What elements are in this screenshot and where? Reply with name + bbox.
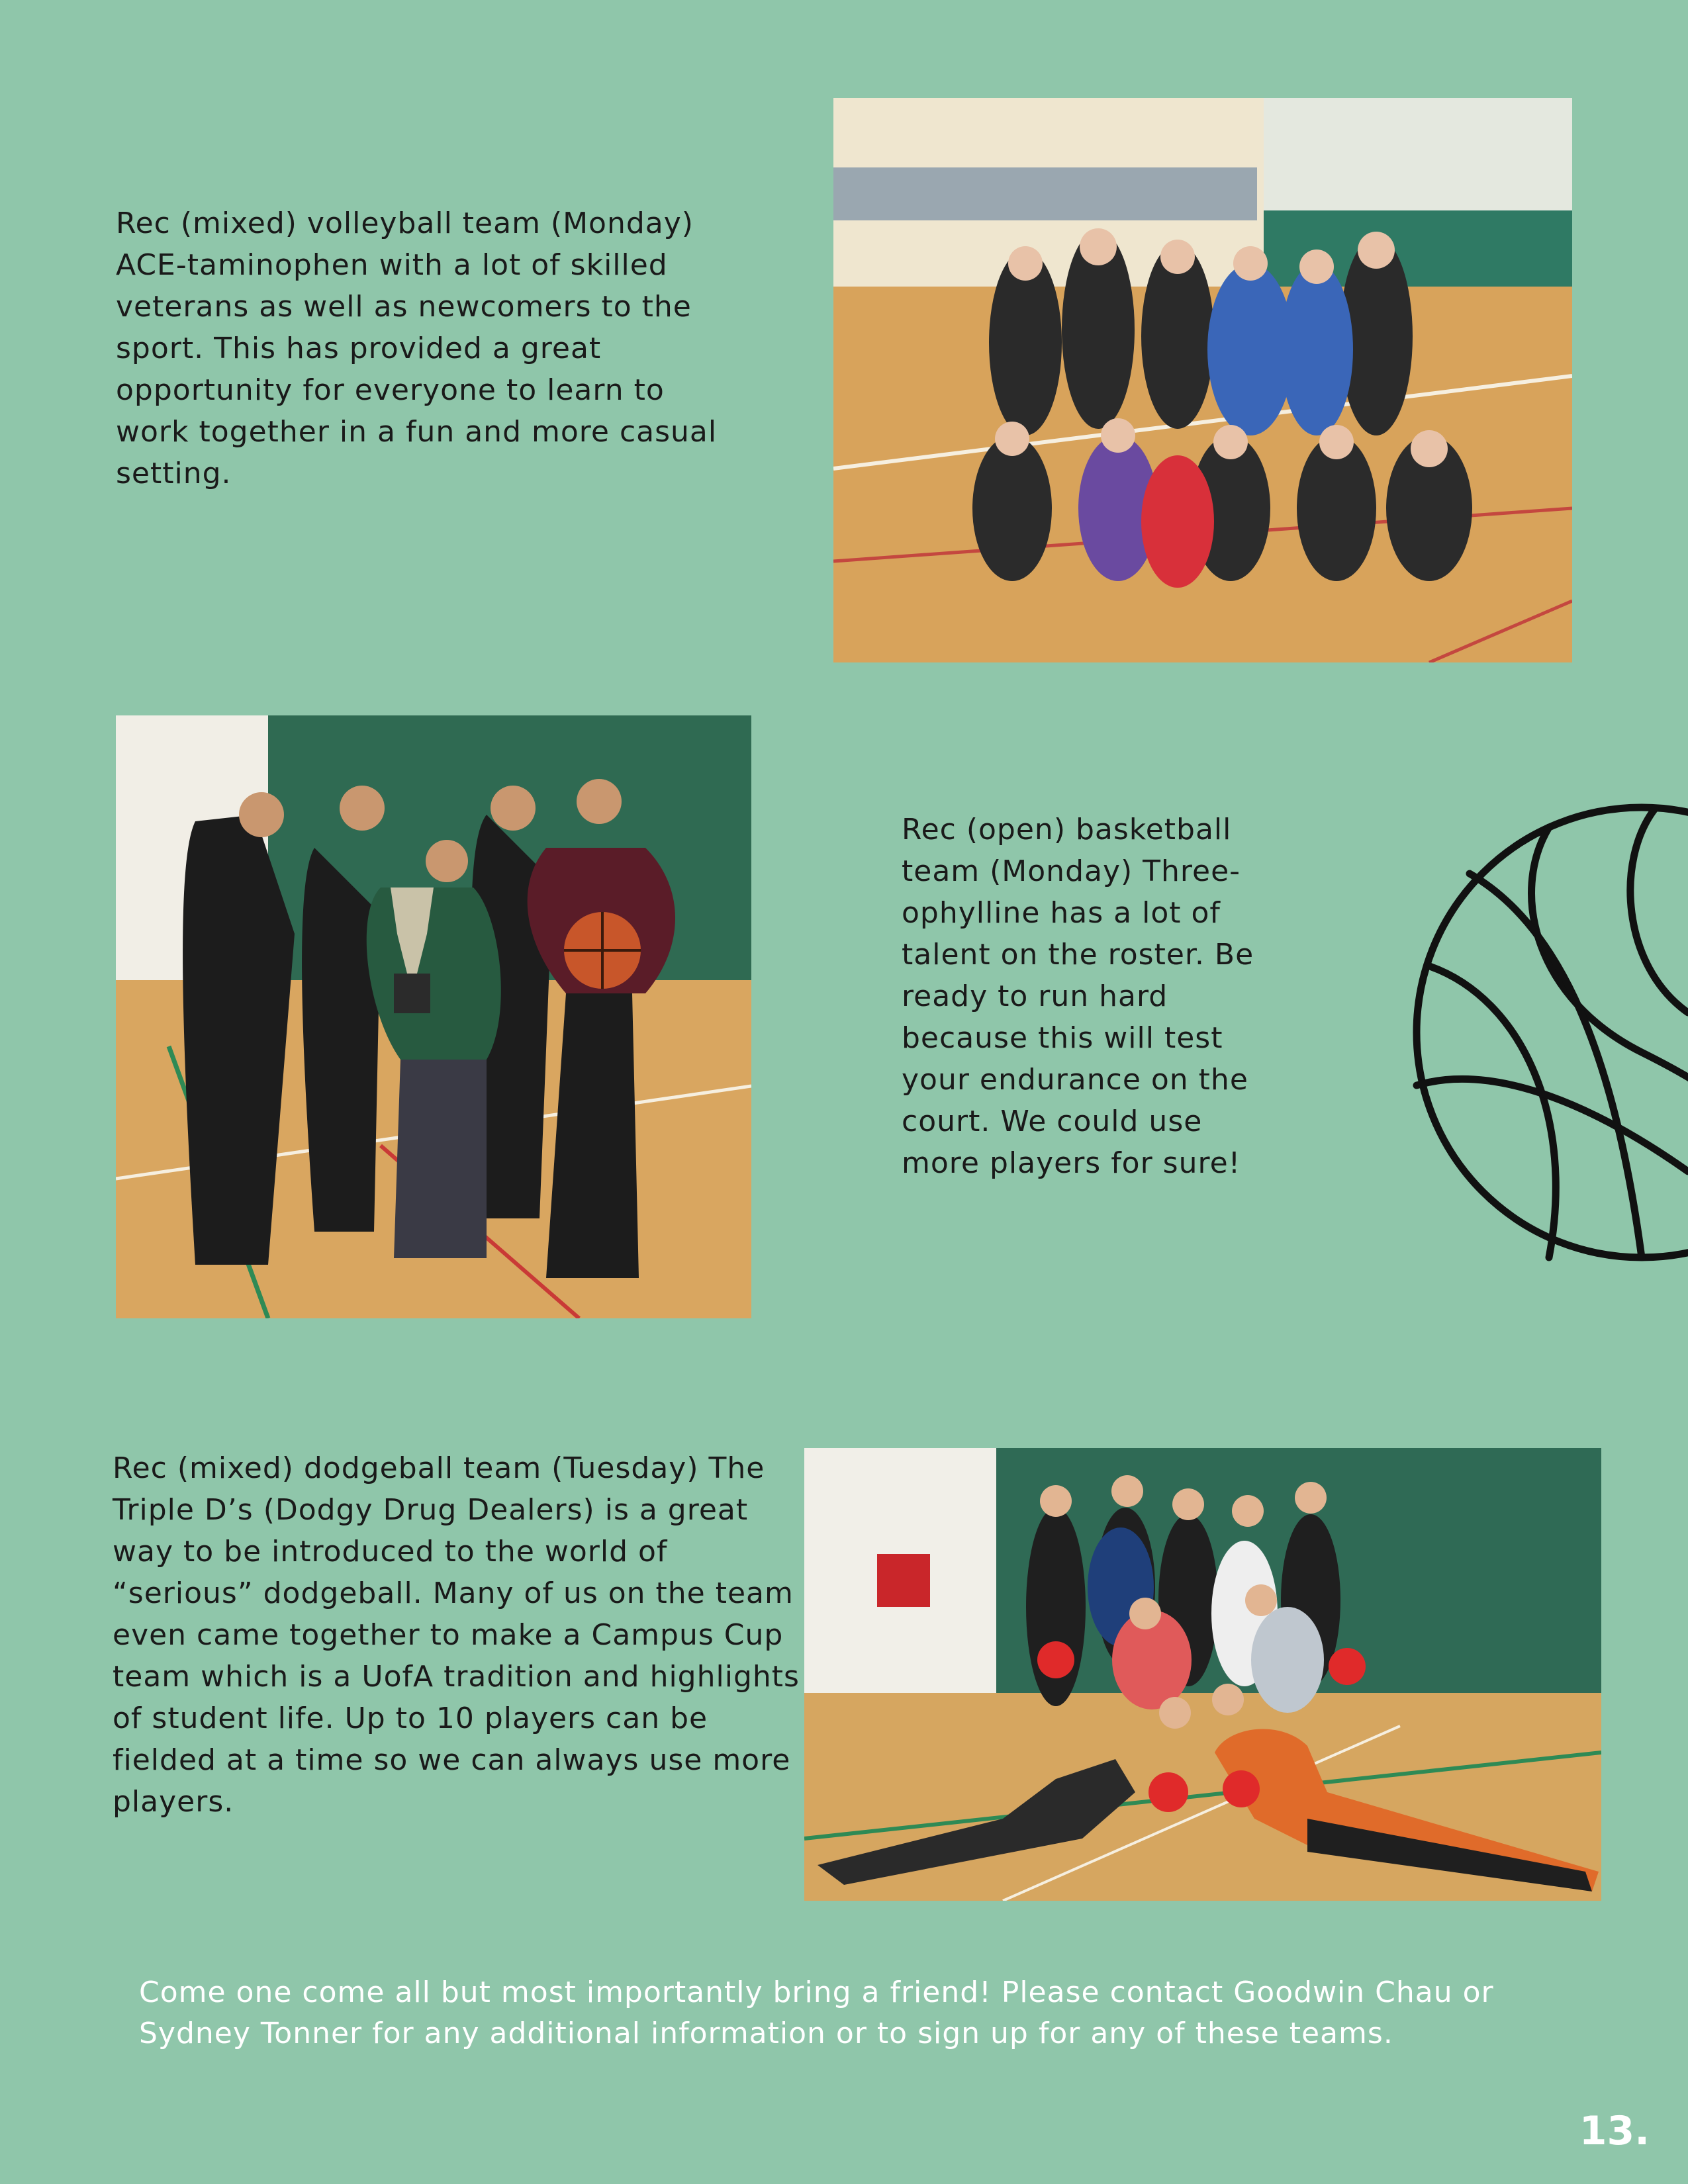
dodgeball-team-photo: [804, 1448, 1601, 1901]
basketball-icon: [1377, 801, 1688, 1264]
page-number: 13.: [1579, 2108, 1650, 2154]
volleyball-team-description: Rec (mixed) volleyball team (Monday) ACE-taminophen with a lot of skilled veterans as well as newcomers to the sport. This has provided a great opportunity for everyone to learn to work together in a fun and more casual setting.: [116, 206, 718, 490]
basketball-team-description: Rec (open) basketball team (Monday) Three-ophylline has a lot of talent on the roster. Be ready to run hard because this will test your endurance on the court. We could use more players for sure!: [902, 813, 1254, 1180]
footer-contact-text: Come one come all but most importantly bring a friend! Please contact Goodwin Chau or Sydney Tonner for any additional information or to sign up for any of these teams.: [139, 1976, 1494, 2050]
volleyball-team-photo: [833, 98, 1572, 662]
basketball-team-photo: [116, 715, 751, 1318]
dodgeball-team-description: Rec (mixed) dodgeball team (Tuesday) The Triple D’s (Dodgy Drug Dealers) is a great way to be introduced to the world of “serious” dodgeball. Many of us on the team even came together to make a Campus Cup team which is a UofA tradition and highlights of student life. Up to 10 players can be fielded at a time so we can always use more players.: [113, 1451, 800, 1819]
